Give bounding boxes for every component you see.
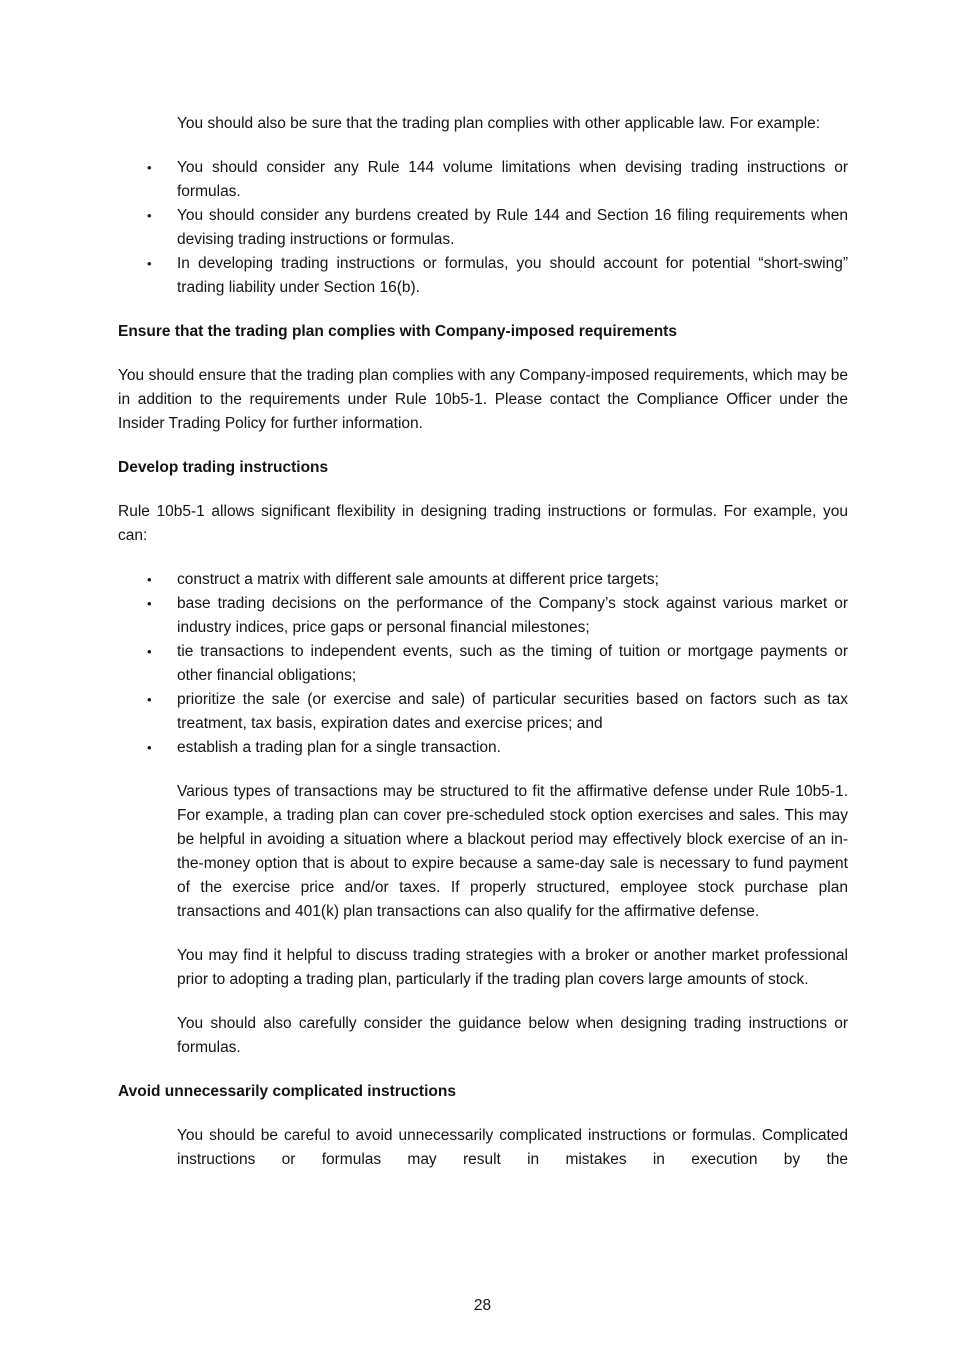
- list-item-text: establish a trading plan for a single transaction.: [177, 739, 501, 756]
- paragraph-other-applicable-law: You should also be sure that the trading plan complies with other applicable law. For example:: [177, 115, 821, 132]
- list-item: [118, 736, 848, 760]
- list-item: [118, 592, 848, 640]
- section-heading-avoid-complicated: Avoid unnecessarily complicated instructions: [118, 1083, 456, 1100]
- list-item-text: construct a matrix with different sale amounts at different price targets;: [177, 571, 659, 588]
- list-item-text: base trading decisions on the performance of the Company’s stock against various market or industry indices, price gaps or personal financial milestones;: [177, 595, 848, 636]
- list-item-text: You should consider any burdens created by Rule 144 and Section 16 filing requirements when devising trading instructions or formulas.: [177, 207, 848, 248]
- paragraph-company-requirements: You should ensure that the trading plan complies with any Company-imposed requirements, which may be in addition to the requirements under Rule 10b5-1. Please contact the Compliance Officer under the Insider Trading Policy for further information.: [118, 367, 848, 432]
- list-item-text: prioritize the sale (or exercise and sale) of particular securities based on factors such as tax treatment, tax basis, expiration dates and exercise prices; and: [177, 691, 848, 732]
- bullet-icon: •: [147, 644, 152, 659]
- bullet-icon: •: [147, 256, 152, 271]
- paragraph-broker-discussion: You may find it helpful to discuss trading strategies with a broker or another market professional prior to adopting a trading plan, particularly if the trading plan covers large amounts of stock.: [177, 947, 848, 988]
- list-item-text: tie transactions to independent events, such as the timing of tuition or mortgage payments or other financial obligations;: [177, 643, 848, 684]
- section-heading-develop-instructions: Develop trading instructions: [118, 459, 329, 476]
- page-number: 28: [473, 1297, 492, 1314]
- list-item: [118, 252, 848, 300]
- list-item-text: In developing trading instructions or formulas, you should account for potential “short-swing” trading liability under Section 16(b).: [177, 255, 848, 296]
- bullet-icon: •: [147, 596, 152, 611]
- bullet-icon: •: [147, 692, 152, 707]
- document-body: [118, 112, 848, 1192]
- list-item: [118, 156, 848, 204]
- bullet-icon: •: [147, 572, 152, 587]
- paragraph-various-types: Various types of transactions may be structured to fit the affirmative defense under Rule 10b5-1. For example, a trading plan can cover pre-scheduled stock option exercises and sales. This may be helpful in avoiding a situation where a blackout period may effectively block exercise of an in-the-money option that is about to expire because a same-day sale is necessary to fund payment of the exercise price and/or taxes. If properly structured, employee stock purchase plan transactions and 401(k) plan transactions can also qualify for the affirmative defense.: [177, 783, 848, 920]
- list-item: [118, 204, 848, 252]
- list-item: [118, 568, 848, 592]
- paragraph-avoid-complicated: You should be careful to avoid unnecessarily complicated instructions or formulas. Complicated instructions or formulas may result in mistakes in execution by the: [177, 1127, 848, 1168]
- bullet-list-flexibility-examples: [118, 568, 848, 760]
- bullet-list-rule144: [118, 156, 848, 300]
- paragraph-guidance-below: You should also carefully consider the guidance below when designing trading instructions or formulas.: [177, 1015, 848, 1056]
- bullet-icon: •: [147, 208, 152, 223]
- list-item: [118, 640, 848, 688]
- list-item: [118, 688, 848, 736]
- bullet-icon: •: [147, 160, 152, 175]
- list-item-text: You should consider any Rule 144 volume limitations when devising trading instructions or formulas.: [177, 159, 848, 200]
- section-heading-company-requirements: Ensure that the trading plan complies with Company-imposed requirements: [118, 323, 677, 340]
- bullet-icon: •: [147, 740, 152, 755]
- paragraph-develop-intro: Rule 10b5-1 allows significant flexibility in designing trading instructions or formulas. For example, you can:: [118, 503, 848, 544]
